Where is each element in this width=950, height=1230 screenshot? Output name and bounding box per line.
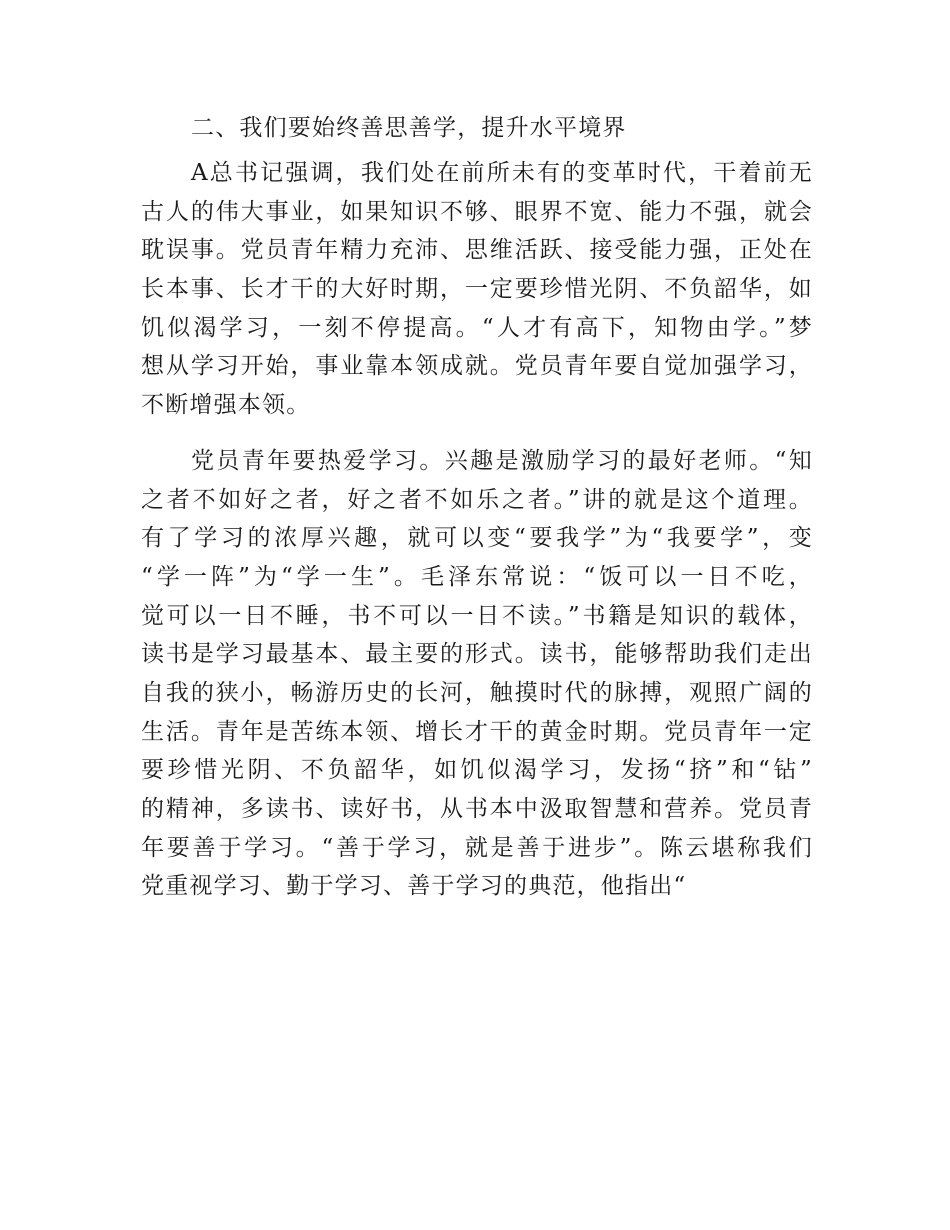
text-line: 饥似渴学习，一刻不停提高。“人才有高下，知物由学。”梦 bbox=[141, 314, 813, 341]
text-line: 年要善于学习。“善于学习，就是善于进步”。陈云堪称我们 bbox=[141, 834, 813, 861]
text-line: 古人的伟大事业，如果知识不够、眼界不宽、能力不强，就会 bbox=[141, 198, 813, 225]
text-line: 党重视学习、勤于学习、善于学习的典范，他指出“ bbox=[141, 873, 687, 900]
text-line: 生活。青年是苦练本领、增长才干的黄金时期。党员青年一定 bbox=[141, 718, 813, 745]
text-line: 读书是学习最基本、最主要的形式。读书，能够帮助我们走出 bbox=[141, 641, 813, 668]
section-heading: 二、我们要始终善思善学，提升水平境界 bbox=[191, 115, 627, 141]
text-line: 之者不如好之者，好之者不如乐之者。”讲的就是这个道理。 bbox=[141, 486, 813, 513]
text-line: 不断增强本领。 bbox=[141, 392, 311, 419]
text-line: 党员青年要热爱学习。兴趣是激励学习的最好老师。“知 bbox=[191, 447, 813, 474]
text-line: 有了学习的浓厚兴趣，就可以变“要我学”为“我要学”，变 bbox=[141, 525, 813, 552]
text-line: 的精神，多读书、读好书，从书本中汲取智慧和营养。党员青 bbox=[141, 796, 813, 822]
text-line: 要珍惜光阴、不负韶华，如饥似渴学习，发扬“挤”和“钻” bbox=[141, 757, 813, 784]
text-line: 想从学习开始，事业靠本领成就。党员青年要自觉加强学习， bbox=[141, 353, 813, 380]
text-line: 耽误事。党员青年精力充沛、思维活跃、接受能力强，正处在 bbox=[141, 237, 813, 264]
document-body bbox=[141, 106, 813, 906]
text-line: 自我的狭小，畅游历史的长河，触摸时代的脉搏，观照广阔的 bbox=[141, 679, 813, 706]
text-line: 觉可以一日不睡，书不可以一日不读。”书籍是知识的载体， bbox=[141, 602, 813, 629]
paragraph-study-importance bbox=[141, 154, 813, 425]
text-line: A总书记强调，我们处在前所未有的变革时代，干着前无 bbox=[191, 160, 813, 186]
paragraph-love-learning bbox=[141, 442, 813, 906]
text-line: 长本事、长才干的大好时期，一定要珍惜光阴、不负韶华，如 bbox=[141, 276, 813, 303]
text-line: “学一阵”为“学一生”。毛泽东常说：“饭可以一日不吃， bbox=[141, 563, 813, 590]
